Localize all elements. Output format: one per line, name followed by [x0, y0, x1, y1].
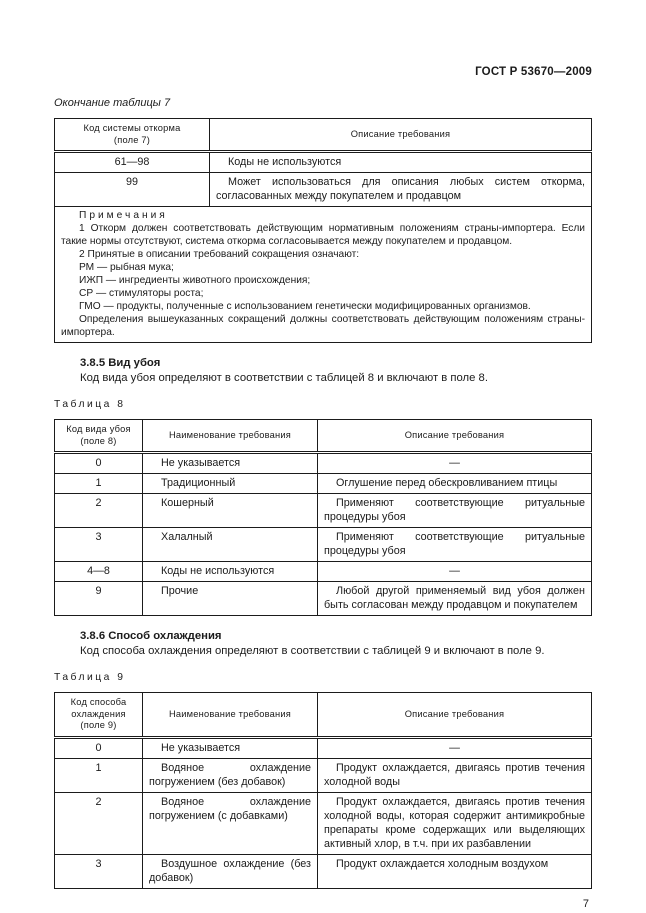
table7-cell-description: Может использоваться для описания любых систем откорма, согласованных между покупателем и продавцом: [210, 173, 592, 207]
table7-header-code-line2: (поле 7): [113, 134, 151, 145]
table8-cell-name: Не указывается: [143, 453, 318, 474]
standard-code-header: ГОСТ Р 53670—2009: [475, 66, 592, 78]
table7-cell-code: 61—98: [55, 152, 210, 173]
table-7-continuation: [54, 118, 592, 343]
table8-cell-name: Традиционный: [143, 474, 318, 494]
table7-row-99: [55, 173, 592, 207]
table9-row-2: [55, 792, 592, 854]
table9-header-row: [55, 693, 592, 738]
table8-cell-code: 4—8: [55, 562, 143, 582]
table8-header-name: Наименование требования: [143, 420, 318, 453]
table7-header-code: [55, 119, 210, 152]
table8-cell-description: —: [318, 453, 592, 474]
table9-cell-name: Воздушное охлаждение (без добавок): [143, 854, 318, 888]
table8-cell-description: Оглушение перед обескровливанием птицы: [318, 474, 592, 494]
table7-cell-description: Коды не используются: [210, 152, 592, 173]
table9-cell-description: Продукт охлаждается, двигаясь против течения холодной воды: [318, 758, 592, 792]
table7-header-description: Описание требования: [210, 119, 592, 152]
table9-header-code-line2: охлаждения: [71, 708, 126, 719]
table7-header-code-line1: Код системы откорма: [83, 123, 181, 133]
section-3-8-5-body: Код вида убоя определяют в соответствии с таблицей 8 и включают в поле 8.: [80, 372, 488, 384]
table9-header-code-line3: (поле 9): [80, 720, 117, 730]
table9-header-description: Описание требования: [318, 693, 592, 738]
section-3-8-6-body: Код способа охлаждения определяют в соответствии с таблицей 9 и включают в поле 9.: [80, 645, 545, 657]
table8-cell-description: Любой другой применяемый вид убоя должен быть согласован между продавцом и покупателем: [318, 582, 592, 616]
table7-notes-row: [55, 207, 592, 343]
note-item: ГМО — продукты, полученные с использованием генетически модифицированных организмов.: [79, 301, 531, 312]
note-item: СР — стимуляторы роста;: [79, 288, 204, 299]
note-item: 2 Принятые в описании требований сокращения означают:: [79, 249, 360, 260]
note-item: Определения вышеуказанных сокращений должны соответствовать действующим положениям страны-импортера.: [61, 314, 585, 338]
table9-cell-code: 0: [55, 737, 143, 758]
table9-header-code: [55, 693, 143, 738]
note-item: ИЖП — ингредиенты животного происхождения;: [79, 275, 311, 286]
section-3-8-6-heading: 3.8.6 Способ охлаждения: [80, 630, 222, 642]
table8-cell-name: Коды не используются: [143, 562, 318, 582]
table9-header-name: Наименование требования: [143, 693, 318, 738]
page-number: 7: [582, 897, 589, 910]
table-8: [54, 419, 592, 616]
table9-cell-name: Водяное охлаждение погружением (с добавками): [143, 792, 318, 854]
table8-cell-name: Прочие: [143, 582, 318, 616]
table9-row-0: [55, 737, 592, 758]
note-item: РМ — рыбная мука;: [79, 262, 174, 273]
table9-row-3: [55, 854, 592, 888]
table8-cell-code: 2: [55, 494, 143, 528]
table9-cell-name: Водяное охлаждение погружением (без добавок): [143, 758, 318, 792]
table9-cell-code: 3: [55, 854, 143, 888]
table9-row-1: [55, 758, 592, 792]
table8-cell-name: Халалный: [143, 528, 318, 562]
table8-cell-code: 0: [55, 453, 143, 474]
note-item: 1 Откорм должен соответствовать действующим нормативным положениям страны-импортера. Если такие нормы отсутствуют, система откорма согласовывается между покупателем и продавцом.: [61, 223, 585, 247]
table7-notes-cell: [55, 207, 592, 343]
table8-row-2: [55, 494, 592, 528]
table8-header-code: [55, 420, 143, 453]
table8-row-3: [55, 528, 592, 562]
notes-title: Примечания: [79, 210, 168, 221]
table8-cell-description: —: [318, 562, 592, 582]
table9-cell-description: —: [318, 737, 592, 758]
table8-cell-description: Применяют соответствующие ритуальные процедуры убоя: [318, 528, 592, 562]
table8-cell-name: Кошерный: [143, 494, 318, 528]
table7-header-row: [55, 119, 592, 152]
table7-cell-code: 99: [55, 173, 210, 207]
table8-row-9: [55, 582, 592, 616]
table8-header-code-line2: (поле 8): [80, 435, 117, 446]
table8-cell-code: 3: [55, 528, 143, 562]
table8-cell-code: 1: [55, 474, 143, 494]
table9-cell-description: Продукт охлаждается, двигаясь против течения холодной воды, которая содержит антимикробные препараты кроме содержащих или выделяющих активный хлор, в т.ч. при их разбавлении: [318, 792, 592, 854]
table9-cell-code: 1: [55, 758, 143, 792]
table7-row-61-98: [55, 152, 592, 173]
table8-row-4-8: [55, 562, 592, 582]
table7-continuation-caption: Окончание таблицы 7: [54, 97, 171, 109]
table8-header-row: [55, 420, 592, 453]
table8-label: Таблица 8: [54, 399, 126, 410]
table8-row-0: [55, 453, 592, 474]
table8-header-description: Описание требования: [318, 420, 592, 453]
table-9: [54, 692, 592, 889]
table8-cell-description: Применяют соответствующие ритуальные процедуры убоя: [318, 494, 592, 528]
table8-cell-code: 9: [55, 582, 143, 616]
table9-cell-code: 2: [55, 792, 143, 854]
table9-cell-name: Не указывается: [143, 737, 318, 758]
table9-header-code-line1: Код способа: [70, 697, 127, 707]
section-3-8-5-heading: 3.8.5 Вид убоя: [80, 357, 161, 369]
table9-label: Таблица 9: [54, 672, 126, 683]
table8-header-code-line1: Код вида убоя: [66, 424, 131, 434]
table9-cell-description: Продукт охлаждается холодным воздухом: [318, 854, 592, 888]
table8-row-1: [55, 474, 592, 494]
